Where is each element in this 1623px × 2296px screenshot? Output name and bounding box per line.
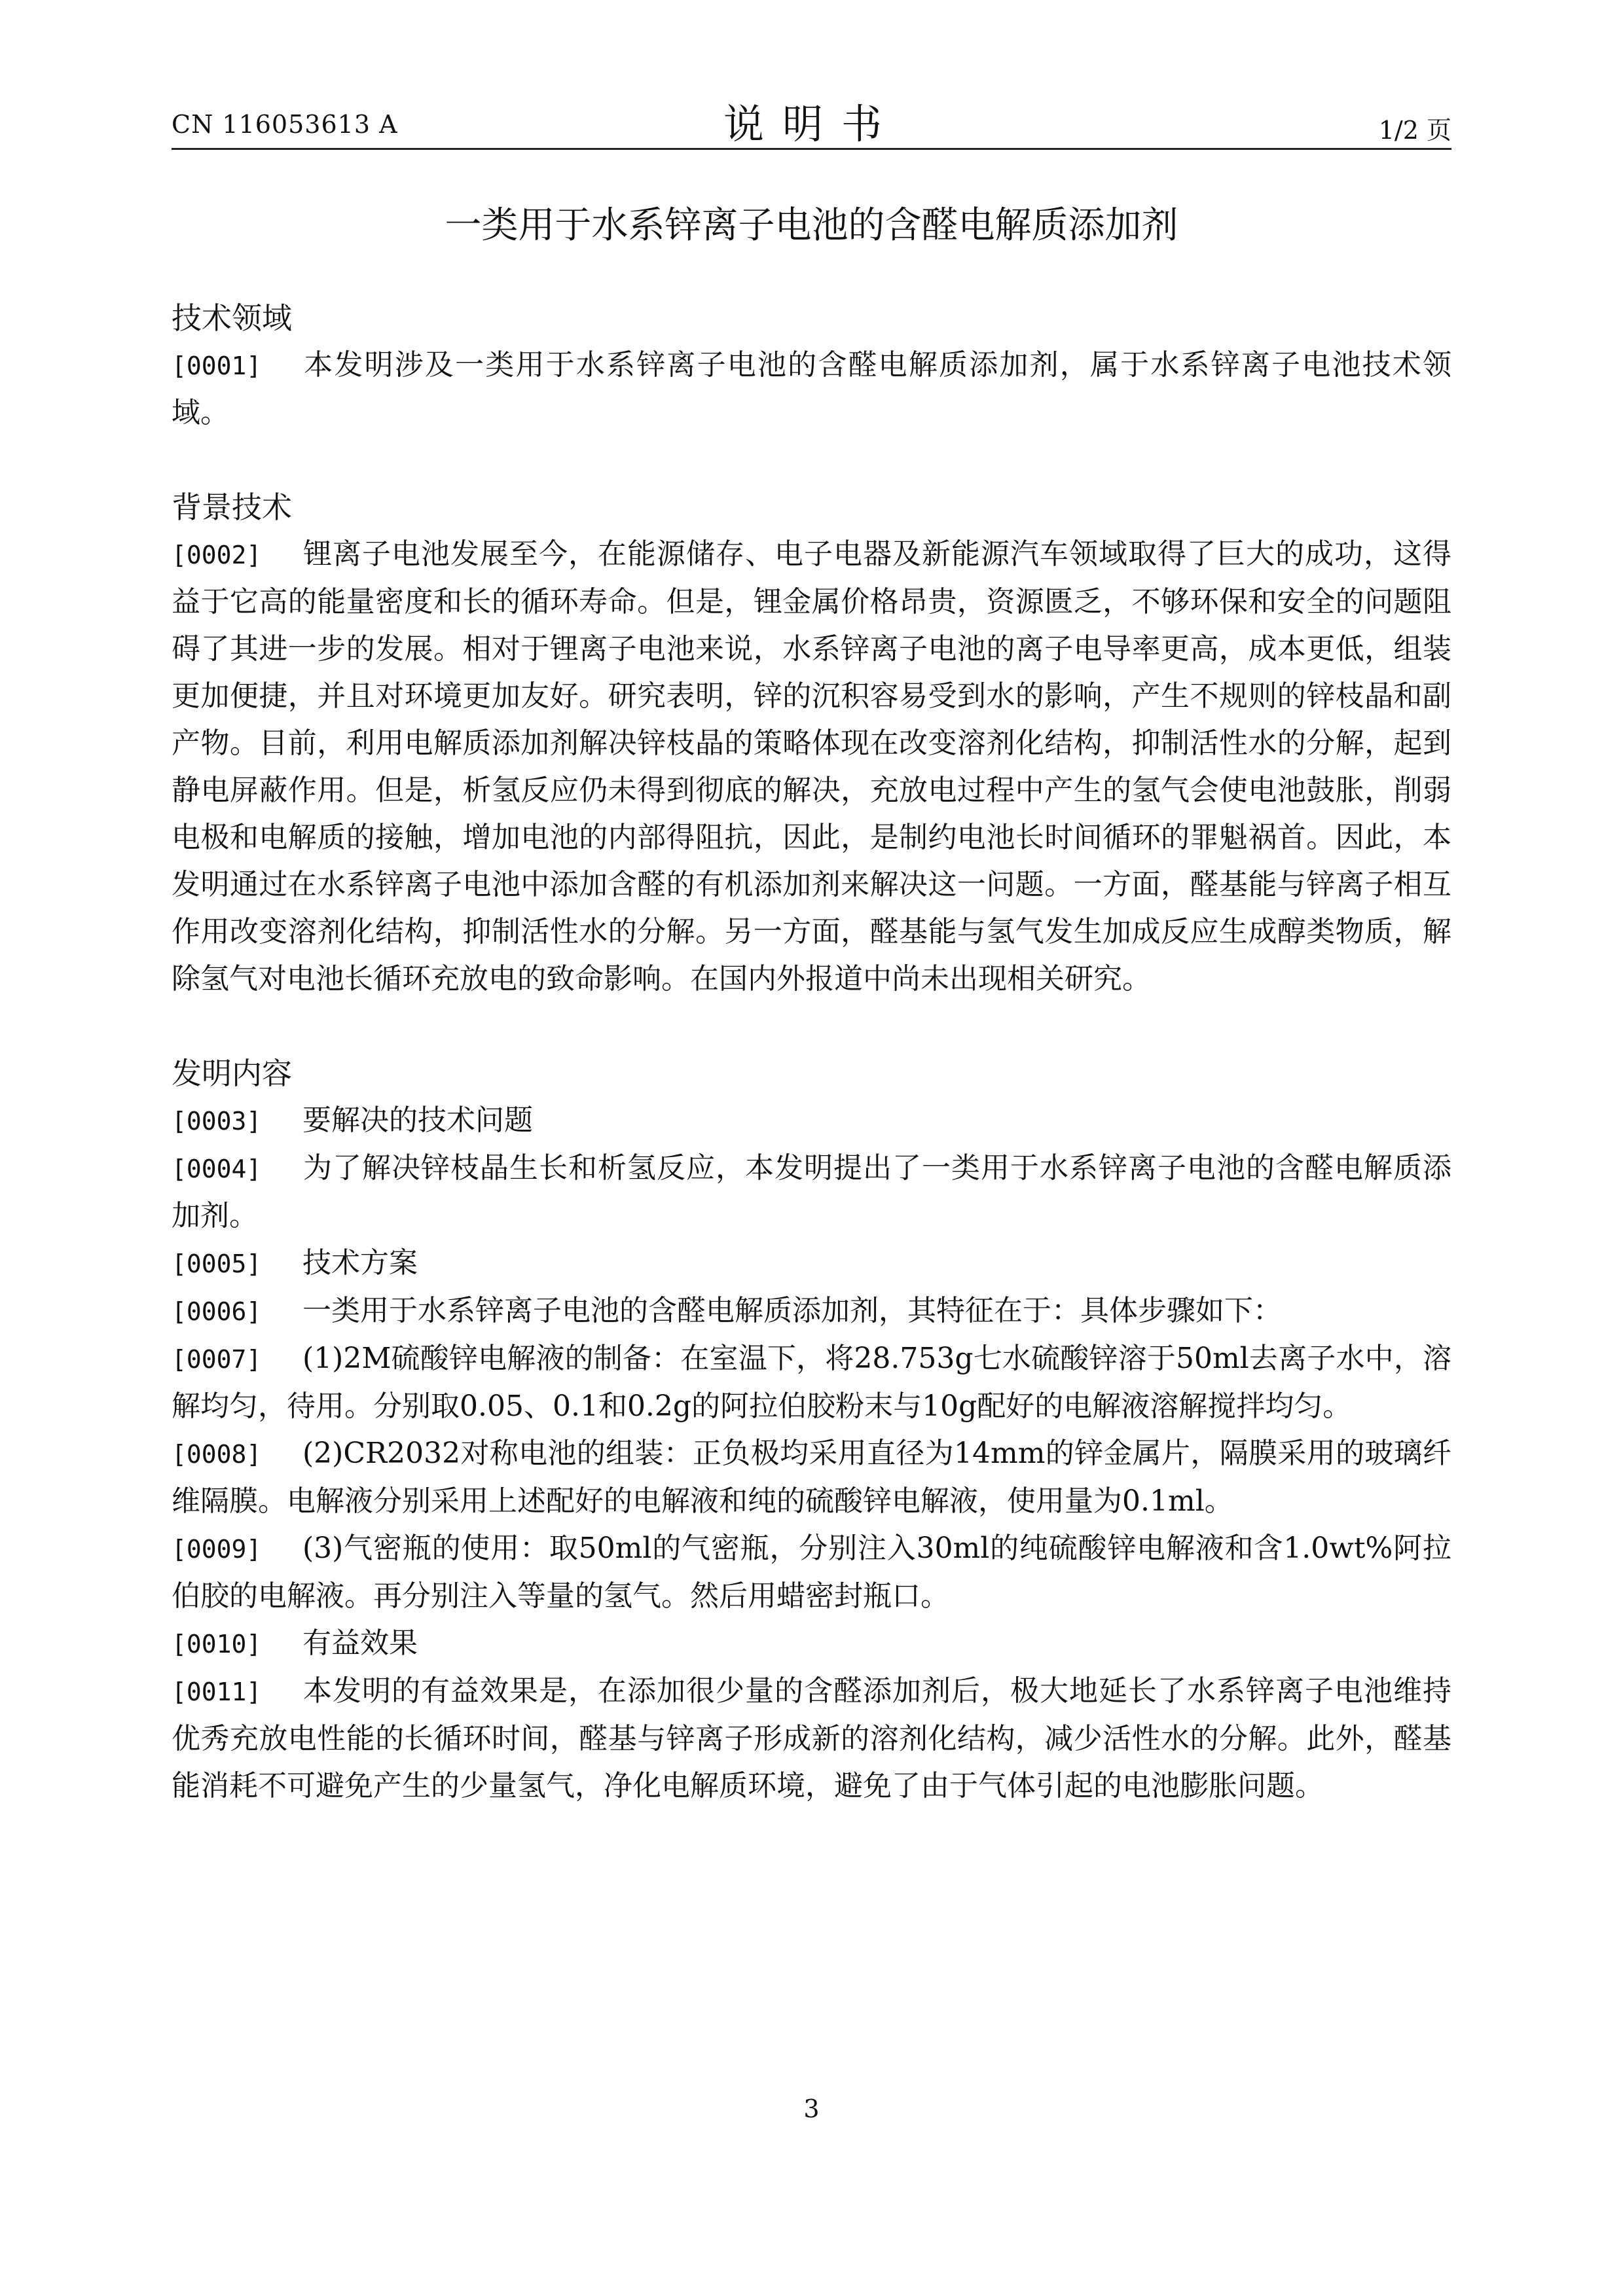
paragraph-text: 为了解决锌枝晶生长和析氢反应，本发明提出了一类用于水系锌离子电池的含醛电解质添加剂。 — [172, 1151, 1451, 1232]
paragraph-number: [0011] — [172, 1677, 262, 1706]
paragraph-0006 — [172, 1287, 1451, 1335]
paragraph-text: 一类用于水系锌离子电池的含醛电解质添加剂，其特征在于：具体步骤如下： — [302, 1294, 1282, 1327]
paragraph-0009 — [172, 1525, 1451, 1620]
doc-number: CN 116053613 A — [172, 110, 398, 139]
paragraph-text: 锂离子电池发展至今，在能源储存、电子电器及新能源汽车领域取得了巨大的成功，这得益于它高的能量密度和长的循环寿命。但是，锂金属价格昂贵，资源匮乏，不够环保和安全的问题阻碍了其进一步的发展。相对于锂离子电池来说，水系锌离子电池的离子电导率更高，成本更低，组装更加便捷，并且对环境更加友好。研究表明，锌的沉积容易受到水的影响，产生不规则的锌枝晶和副产物。目前，利用电解质添加剂解决锌枝晶的策略体现在改变溶剂化结构，抑制活性水的分解，起到静电屏蔽作用。但是，析氢反应仍未得到彻底的解决，充放电过程中产生的氢气会使电池鼓胀，削弱电极和电解质的接触，增加电池的内部得阻抗，因此，是制约电池长时间循环的罪魁祸首。因此，本发明通过在水系锌离子电池中添加含醛的有机添加剂来解决这一问题。一方面，醛基能与锌离子相互作用改变溶剂化结构，抑制活性水的分解。另一方面，醛基能与氢气发生加成反应生成醇类物质，解除氢气对电池长循环充放电的致命影响。在国内外报道中尚未出现相关研究。 — [172, 537, 1451, 996]
paragraph-number: [0007] — [172, 1345, 262, 1374]
paragraph-number: [0006] — [172, 1297, 262, 1326]
paragraph-0005 — [172, 1240, 1451, 1287]
paragraph-0011 — [172, 1668, 1451, 1810]
paragraph-number: [0001] — [172, 351, 262, 380]
paragraph-text: 本发明涉及一类用于水系锌离子电池的含醛电解质添加剂，属于水系锌离子电池技术领域。 — [172, 348, 1451, 429]
header-rule — [172, 148, 1451, 150]
section-heading-field: 技术领域 — [172, 300, 292, 336]
paragraph-text: (3)气密瓶的使用：取50ml的气密瓶，分别注入30ml的纯硫酸锌电解液和含1.0wt%阿拉伯胶的电解液。再分别注入等量的氢气。然后用蜡密封瓶口。 — [172, 1532, 1451, 1613]
document-body — [172, 295, 1451, 1810]
paragraph-number: [0008] — [172, 1440, 262, 1469]
paragraph-0004 — [172, 1145, 1451, 1240]
paragraph-0001 — [172, 342, 1451, 437]
paragraph-number: [0005] — [172, 1249, 262, 1278]
paragraph-0002 — [172, 531, 1451, 1003]
section-heading-summary: 发明内容 — [172, 1056, 292, 1091]
paragraph-number: [0004] — [172, 1155, 262, 1183]
paragraph-number: [0009] — [172, 1535, 262, 1564]
paragraph-0010 — [172, 1620, 1451, 1668]
paragraph-number: [0003] — [172, 1107, 262, 1136]
header-title: 说明书 — [723, 100, 900, 148]
paragraph-0003 — [172, 1097, 1451, 1145]
paragraph-0008 — [172, 1430, 1451, 1525]
paragraph-text: 有益效果 — [302, 1626, 418, 1660]
paragraph-text: 要解决的技术问题 — [302, 1103, 533, 1137]
document-title: 一类用于水系锌离子电池的含醛电解质添加剂 — [445, 204, 1178, 247]
paragraph-text: 技术方案 — [302, 1246, 418, 1280]
page-number: 3 — [803, 2094, 820, 2123]
paragraph-text: (1)2M硫酸锌电解液的制备：在室温下，将28.753g七水硫酸锌溶于50ml去离子水中，溶解均匀，待用。分别取0.05、0.1和0.2g的阿拉伯胶粉末与10g配好的电解液溶解搅拌均匀。 — [172, 1342, 1451, 1423]
paragraph-text: (2)CR2032对称电池的组装：正负极均采用直径为14mm的锌金属片，隔膜采用的玻璃纤维隔膜。电解液分别采用上述配好的电解液和纯的硫酸锌电解液，使用量为0.1ml。 — [172, 1437, 1451, 1518]
section-heading-background: 背景技术 — [172, 490, 292, 525]
paragraph-number: [0010] — [172, 1630, 262, 1659]
paragraph-0007 — [172, 1335, 1451, 1430]
page-indicator: 1/2 页 — [1378, 116, 1451, 145]
paragraph-number: [0002] — [172, 541, 262, 569]
paragraph-text: 本发明的有益效果是，在添加很少量的含醛添加剂后，极大地延长了水系锌离子电池维持优秀充放电性能的长循环时间，醛基与锌离子形成新的溶剂化结构，减少活性水的分解。此外，醛基能消耗不可避免产生的少量氢气，净化电解质环境，避免了由于气体引起的电池膨胀问题。 — [172, 1674, 1451, 1803]
